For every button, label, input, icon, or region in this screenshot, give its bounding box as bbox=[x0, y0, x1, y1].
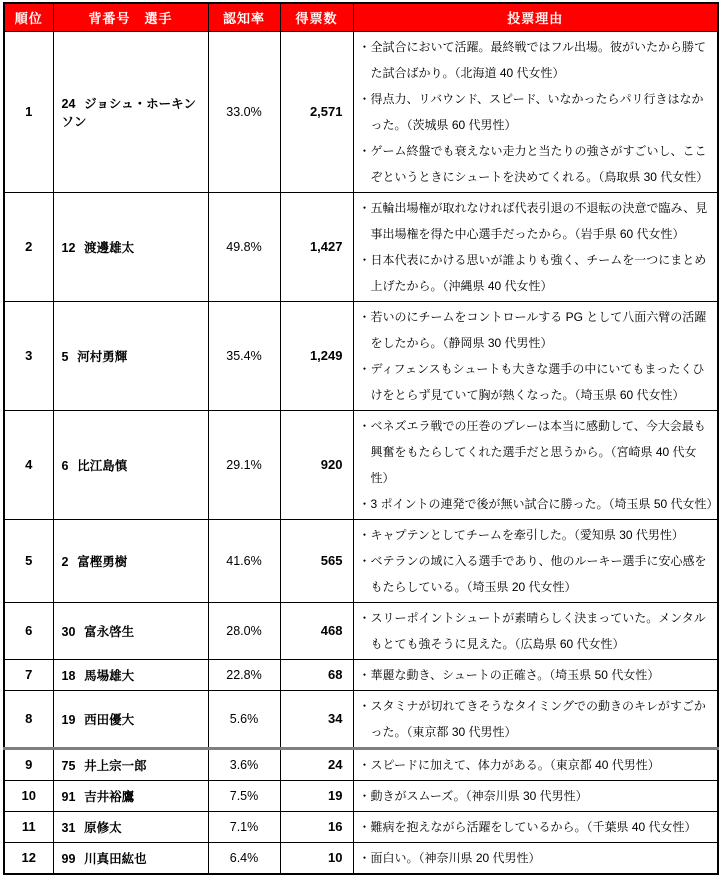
votes-cell: 19 bbox=[280, 780, 353, 811]
player-name: 吉井裕鷹 bbox=[84, 789, 135, 804]
rank-cell: 3 bbox=[4, 301, 53, 410]
player-cell bbox=[53, 31, 208, 192]
reason-item: ・ベテランの域に入る選手であり、他のルーキー選手に安心感をもたらしている。（埼玉県 20 代女性） bbox=[358, 553, 707, 594]
rank-cell: 11 bbox=[4, 811, 53, 842]
recognition-cell: 7.5% bbox=[208, 780, 280, 811]
player-name: 渡邊雄太 bbox=[84, 240, 135, 255]
table-row-rank-8 bbox=[4, 690, 718, 748]
reason-item: ・難病を抱えながら活躍をしているから。（千葉県 40 代女性） bbox=[358, 819, 697, 834]
votes-cell: 1,427 bbox=[280, 192, 353, 301]
reason-item: ・華麗な動き、シュートの正確さ。（埼玉県 50 代女性） bbox=[358, 667, 660, 682]
rank-cell: 8 bbox=[4, 690, 53, 748]
player-name: 西田優大 bbox=[84, 712, 135, 727]
reason-item: ・ゲーム終盤でも衰えない走力と当たりの強さがすごいし、ここぞというときにシュートを決めてくれる。（鳥取県 30 代女性） bbox=[358, 143, 709, 184]
recognition-cell: 49.8% bbox=[208, 192, 280, 301]
reasons-cell bbox=[353, 192, 718, 301]
header-votes: 得票数 bbox=[280, 3, 353, 31]
player-name: 馬場雄大 bbox=[84, 668, 135, 683]
player-name: ジョシュ・ホーキンソン bbox=[61, 96, 197, 129]
table-row-rank-5 bbox=[4, 519, 718, 602]
jersey-number: 12 bbox=[61, 240, 76, 255]
player-cell bbox=[53, 410, 208, 519]
votes-cell: 16 bbox=[280, 811, 353, 842]
votes-cell: 1,249 bbox=[280, 301, 353, 410]
player-cell bbox=[53, 301, 208, 410]
table-row-rank-2 bbox=[4, 192, 718, 301]
jersey-number: 99 bbox=[61, 851, 76, 866]
reason-item: ・面白い。（神奈川県 20 代男性） bbox=[358, 850, 541, 865]
votes-cell: 34 bbox=[280, 690, 353, 748]
rank-cell: 9 bbox=[4, 748, 53, 780]
player-name: 比江島慎 bbox=[77, 458, 128, 473]
table-row-rank-9 bbox=[4, 748, 718, 780]
recognition-cell: 35.4% bbox=[208, 301, 280, 410]
jersey-number: 75 bbox=[61, 758, 76, 773]
table-row-rank-4 bbox=[4, 410, 718, 519]
reason-item: ・3 ポイントの連発で後が無い試合に勝った。（埼玉県 50 代女性） bbox=[358, 496, 719, 511]
reason-item: ・ベネズエラ戦での圧巻のプレーは本当に感動して、今大会最も興奮をもたらしてくれた選手だと思うから。（宮崎県 40 代女性） bbox=[358, 418, 706, 485]
jersey-number: 19 bbox=[61, 712, 76, 727]
reason-item: ・若いのにチームをコントロールする PG として八面六臂の活躍をしたから。（静岡県 30 代男性） bbox=[358, 309, 707, 350]
table-row-rank-7 bbox=[4, 659, 718, 690]
table-row-rank-10 bbox=[4, 780, 718, 811]
reasons-cell bbox=[353, 780, 718, 811]
player-cell bbox=[53, 659, 208, 690]
player-name: 河村勇輝 bbox=[77, 349, 128, 364]
reasons-cell bbox=[353, 31, 718, 192]
jersey-number: 2 bbox=[61, 554, 69, 569]
rank-cell: 5 bbox=[4, 519, 53, 602]
player-cell bbox=[53, 748, 208, 780]
reasons-cell bbox=[353, 842, 718, 874]
recognition-cell: 29.1% bbox=[208, 410, 280, 519]
rank-cell: 1 bbox=[4, 31, 53, 192]
votes-cell: 24 bbox=[280, 748, 353, 780]
player-name: 井上宗一郎 bbox=[84, 758, 147, 773]
reason-item: ・日本代表にかける思いが誰よりも強く、チームを一つにまとめ上げたから。（沖縄県 40 代女性） bbox=[358, 252, 707, 293]
jersey-number: 31 bbox=[61, 820, 76, 835]
player-vote-table bbox=[3, 2, 719, 875]
player-name: 川真田紘也 bbox=[84, 851, 147, 866]
reasons-cell bbox=[353, 690, 718, 748]
rank-cell: 7 bbox=[4, 659, 53, 690]
rank-cell: 10 bbox=[4, 780, 53, 811]
header-rank: 順位 bbox=[4, 3, 53, 31]
table-row-rank-12 bbox=[4, 842, 718, 874]
recognition-cell: 5.6% bbox=[208, 690, 280, 748]
player-cell bbox=[53, 842, 208, 874]
jersey-number: 30 bbox=[61, 624, 76, 639]
recognition-cell: 22.8% bbox=[208, 659, 280, 690]
recognition-cell: 6.4% bbox=[208, 842, 280, 874]
jersey-number: 24 bbox=[61, 96, 76, 111]
player-cell bbox=[53, 780, 208, 811]
reason-item: ・スピードに加えて、体力がある。（東京都 40 代男性） bbox=[358, 757, 660, 772]
reason-item: ・ディフェンスもシュートも大きな選手の中にいてもまったくひけをとらず見ていて胸が熱くなった。（埼玉県 60 代女性） bbox=[358, 361, 705, 402]
votes-cell: 2,571 bbox=[280, 31, 353, 192]
player-name: 富樫勇樹 bbox=[77, 554, 128, 569]
votes-cell: 468 bbox=[280, 602, 353, 659]
reasons-cell bbox=[353, 602, 718, 659]
rank-cell: 6 bbox=[4, 602, 53, 659]
recognition-cell: 7.1% bbox=[208, 811, 280, 842]
rank-cell: 2 bbox=[4, 192, 53, 301]
votes-cell: 565 bbox=[280, 519, 353, 602]
table-row-rank-11 bbox=[4, 811, 718, 842]
reasons-cell bbox=[353, 301, 718, 410]
rank-cell: 12 bbox=[4, 842, 53, 874]
reason-item: ・キャプテンとしてチームを牽引した。（愛知県 30 代男性） bbox=[358, 527, 684, 542]
player-cell bbox=[53, 811, 208, 842]
player-cell bbox=[53, 690, 208, 748]
reasons-cell bbox=[353, 811, 718, 842]
jersey-number: 5 bbox=[61, 349, 69, 364]
votes-cell: 68 bbox=[280, 659, 353, 690]
votes-cell: 10 bbox=[280, 842, 353, 874]
header-player: 背番号 選手 bbox=[53, 3, 208, 31]
table-row-rank-3 bbox=[4, 301, 718, 410]
player-name: 富永啓生 bbox=[84, 624, 135, 639]
header-recognition: 認知率 bbox=[208, 3, 280, 31]
recognition-cell: 3.6% bbox=[208, 748, 280, 780]
recognition-cell: 33.0% bbox=[208, 31, 280, 192]
table-row-rank-1 bbox=[4, 31, 718, 192]
reasons-cell bbox=[353, 410, 718, 519]
reason-item: ・得点力、リバウンド、スピード、いなかったらパリ行きはなかった。（茨城県 60 代男性） bbox=[358, 91, 704, 132]
player-cell bbox=[53, 519, 208, 602]
player-name: 原修太 bbox=[84, 820, 122, 835]
recognition-cell: 28.0% bbox=[208, 602, 280, 659]
reason-item: ・動きがスムーズ。（神奈川県 30 代男性） bbox=[358, 788, 588, 803]
jersey-number: 18 bbox=[61, 668, 76, 683]
reasons-cell bbox=[353, 519, 718, 602]
header-reason: 投票理由 bbox=[353, 3, 718, 31]
rank-cell: 4 bbox=[4, 410, 53, 519]
header-row bbox=[4, 3, 718, 31]
reasons-cell bbox=[353, 659, 718, 690]
reason-item: ・スリーポイントシュートが素晴らしく決まっていた。メンタルもとても強そうに見えた。（広島県 60 代女性） bbox=[358, 610, 706, 651]
reason-item: ・五輪出場権が取れなければ代表引退の不退転の決意で臨み、見事出場権を得た中心選手だったから。（岩手県 60 代女性） bbox=[358, 200, 708, 241]
jersey-number: 6 bbox=[61, 458, 69, 473]
player-cell bbox=[53, 192, 208, 301]
votes-cell: 920 bbox=[280, 410, 353, 519]
table-row-rank-6 bbox=[4, 602, 718, 659]
reason-item: ・全試合において活躍。最終戦ではフル出場。彼がいたから勝てた試合ばかり。（北海道 40 代女性） bbox=[358, 39, 707, 80]
reasons-cell bbox=[353, 748, 718, 780]
player-cell bbox=[53, 602, 208, 659]
reason-item: ・スタミナが切れてきそうなタイミングでの動きのキレがすごかった。（東京都 30 代男性） bbox=[358, 698, 706, 739]
recognition-cell: 41.6% bbox=[208, 519, 280, 602]
jersey-number: 91 bbox=[61, 789, 76, 804]
